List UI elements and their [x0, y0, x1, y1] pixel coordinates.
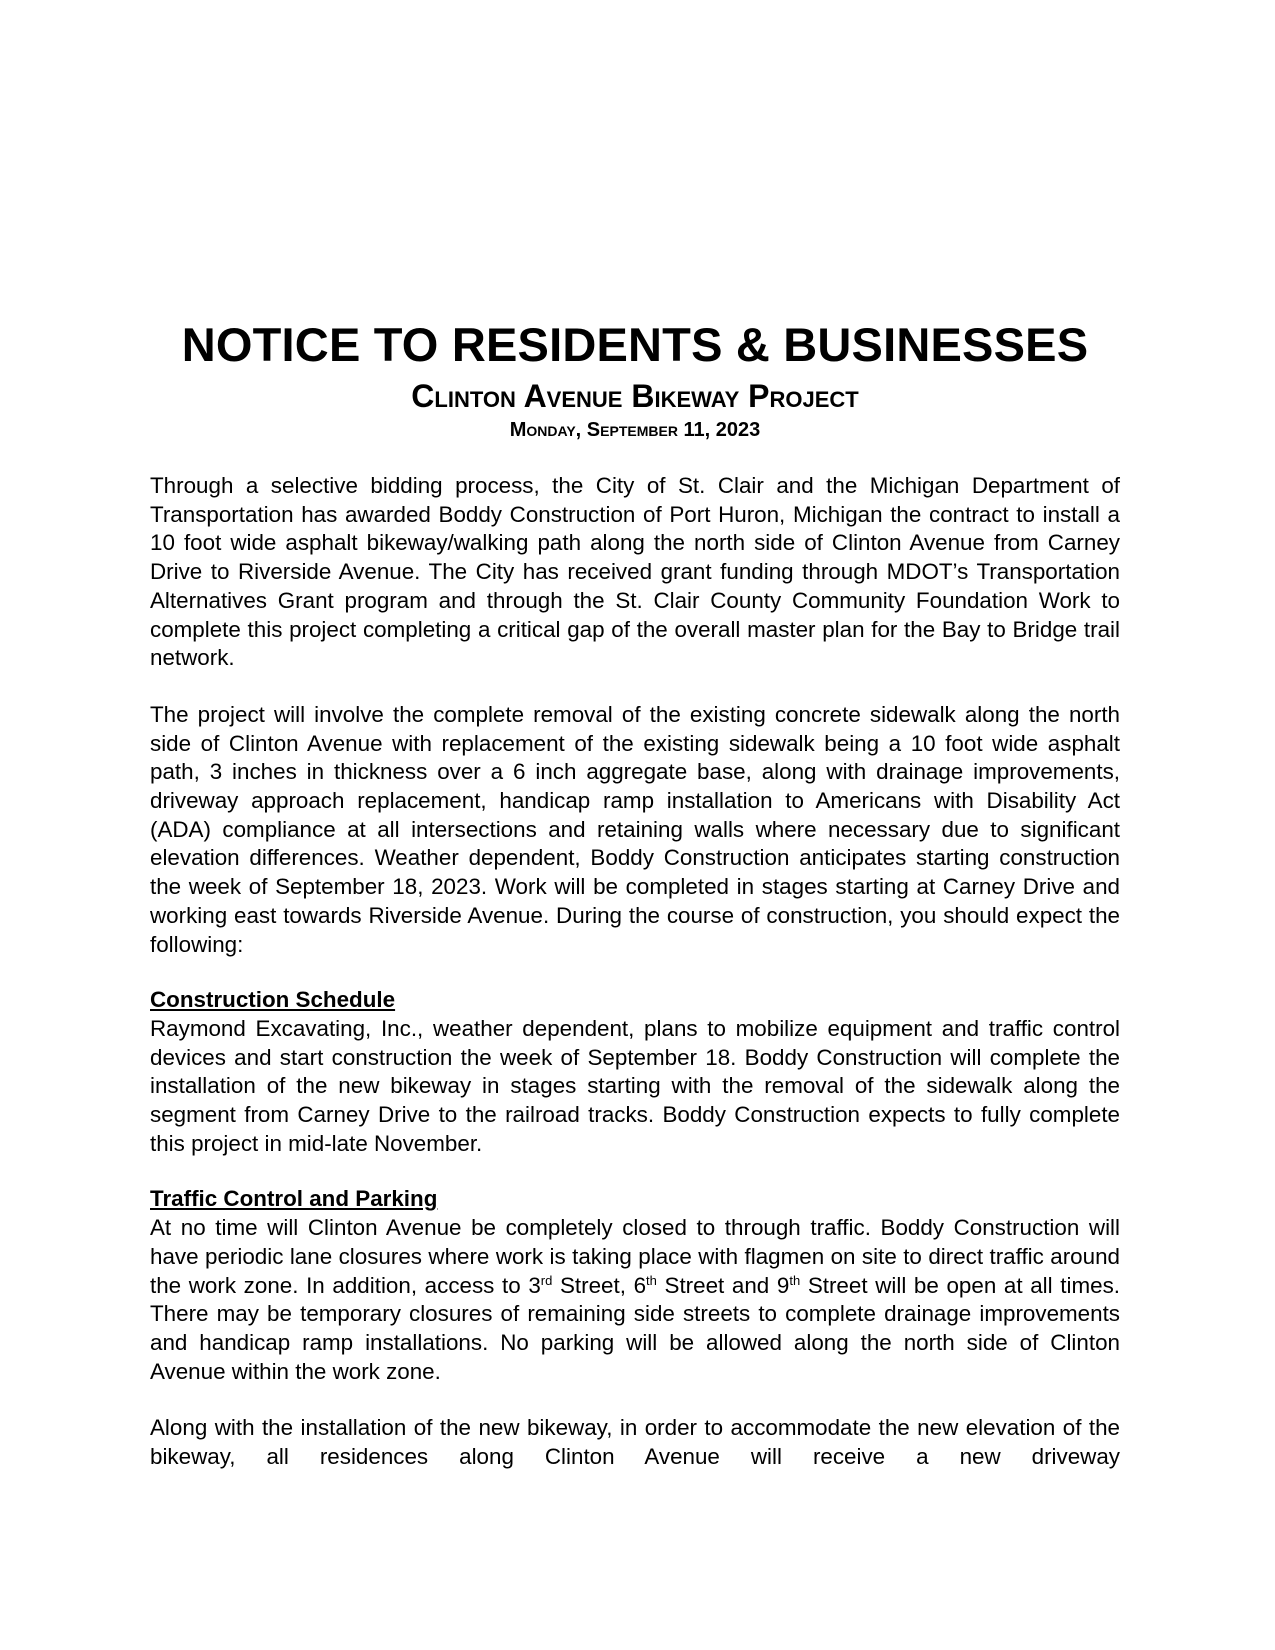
traffic-text-part-d: Street will be open at all times. There may be temporary closures of remaining side streets to complete drainage improvements and handicap ramp installations. No parking will be allowed along the north side of Clinton Avenue within the work zone. [150, 1272, 1120, 1384]
superscript-rd: rd [540, 1272, 553, 1288]
traffic-control-text [150, 1214, 1120, 1386]
project-subtitle: Clinton Avenue Bikeway Project [411, 378, 859, 414]
traffic-control-heading: Traffic Control and Parking [150, 1186, 438, 1212]
superscript-th-1: th [646, 1272, 657, 1288]
traffic-text-part-a: At no time will Clinton Avenue be completely closed to through traffic. Boddy Construction will have periodic lane closures where work is taking place with flagmen on site to direct traffic around the work zone. In addition, access to 3 [150, 1215, 1120, 1298]
construction-schedule-text: Raymond Excavating, Inc., weather dependent, plans to mobilize equipment and traffic control devices and start construction the week of September 18. Boddy Construction will complete the installation of the new bikeway in stages starting with the removal of the sidewalk along the segment from Carney Drive to the railroad tracks. Boddy Construction expects to fully complete this project in mid-late November. [150, 1015, 1120, 1156]
superscript-th-2: th [789, 1272, 801, 1288]
notice-page [150, 318, 1120, 1472]
construction-schedule-heading: Construction Schedule [150, 987, 396, 1013]
traffic-text-part-b: Street, 6 [552, 1272, 647, 1298]
notice-date: Monday, September 11, 2023 [509, 419, 761, 441]
intro-paragraph-1: Through a selective bidding process, the City of St. Clair and the Michigan Department of Transportation has awarded Boddy Construction of Port Huron, Michigan the contract to install a 10 foot wide asphalt bikeway/walking path along the north side of Clinton Avenue from Carney Drive to Riverside Avenue. The City has received grant funding through MDOT’s Transportation Alternatives Grant program and through the St. Clair County Community Foundation Work to complete this project completing a critical gap of the overall master plan for the Bay to Bridge trail network. [150, 473, 1120, 671]
driveway-paragraph: Along with the installation of the new bikeway, in order to accommodate the new elevation of the bikeway, all residences along Clinton Avenue will receive a new driveway [150, 1415, 1120, 1470]
intro-paragraph-2: The project will involve the complete removal of the existing concrete sidewalk along the north side of Clinton Avenue with replacement of the existing sidewalk being a 10 foot wide asphalt path, 3 inches in thickness over a 6 inch aggregate base, along with drainage improvements, driveway approach replacement, handicap ramp installation to Americans with Disability Act (ADA) compliance at all intersections and retaining walls where necessary due to significant elevation differences. Weather dependent, Boddy Construction anticipates starting construction the week of September 18, 2023. Work will be completed in stages starting at Carney Drive and working east towards Riverside Avenue. During the course of construction, you should expect the following: [150, 701, 1120, 957]
notice-title: NOTICE TO RESIDENTS & BUSINESSES [181, 318, 1089, 371]
traffic-text-part-c: Street and 9 [656, 1272, 790, 1298]
